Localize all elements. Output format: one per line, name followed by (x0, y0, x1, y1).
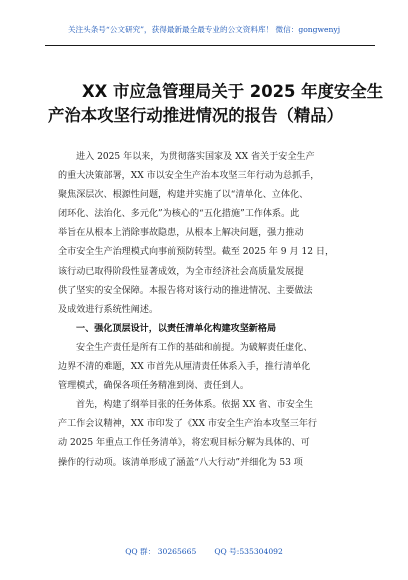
paragraph-2-line: 安全生产责任是所有工作的基础和前提。为破解责任虚化、 (76, 342, 313, 353)
paragraph-2-line: 边界不清的难题，XX 市首先从厘清责任体系入手，推行清单化 (58, 362, 311, 373)
section-1-heading: 一、强化顶层设计，以责任清单化构建攻坚新格局 (76, 323, 277, 334)
paragraph-3-line: 动 2025 年重点工作任务清单》，将宏观目标分解为具体的、可 (58, 438, 310, 449)
paragraph-1-line: 举旨在从根本上消除事故隐患，从根本上解决问题，强力推动 (58, 228, 304, 239)
paragraph-1-line: 该行动已取得阶段性显著成效，为全市经济社会高质量发展提 (58, 266, 304, 277)
paragraph-3-line: 操作的行动项。该清单形成了涵盖“八大行动”并细化为 53 项 (58, 457, 303, 468)
paragraph-3-line: 首先，构建了纲举目张的任务体系。依据 XX 省、市安全生 (76, 400, 313, 411)
title-line-2: 产治本攻坚行动推进情况的报告（精品） (48, 106, 344, 125)
footer-qq-number: QQ 号:535304092 (214, 547, 283, 556)
paragraph-1-line: 全市安全生产治理模式向事前预防转型。截至 2025 年 9 月 12 日， (58, 247, 335, 258)
document-title (48, 80, 384, 128)
paragraph-1-line: 进入 2025 年以来，为贯彻落实国家及 XX 省关于安全生产 (76, 152, 315, 162)
title-line-1: XX 市应急管理局关于 2025 年度安全生 (82, 82, 384, 101)
paragraph-1-line: 供了坚实的安全保障。本报告将对该行动的推进情况、主要做法 (58, 285, 313, 296)
footer-qq-group: QQ 群： 30265665 (125, 547, 197, 556)
paragraph-1-line: 聚焦深层次、根源性问题，构建并实施了以“清单化、立体化、 (58, 190, 309, 201)
header-promo-text: 关注头条号“公文研究”，获得最新最全最专业的公文资料库！ 微信：gongwenyj (67, 25, 341, 34)
paragraph-1-line: 闭环化、法治化、多元化”为核心的“五化措施”工作体系。此 (58, 209, 300, 220)
paragraph-1-line: 及成效进行系统性阐述。 (58, 304, 159, 315)
document-body (58, 148, 374, 473)
footer-contact (0, 546, 408, 557)
paragraph-3-line: 产工作会议精神，XX 市印发了《XX 市安全生产治本攻坚三年行 (58, 419, 318, 430)
paragraph-1-line: 的重大决策部署，XX 市以安全生产治本攻坚三年行动为总抓手， (58, 171, 320, 182)
header-divider (45, 45, 375, 46)
paragraph-2-line: 管理模式，确保各项任务精准到岗、责任到人。 (58, 381, 249, 392)
